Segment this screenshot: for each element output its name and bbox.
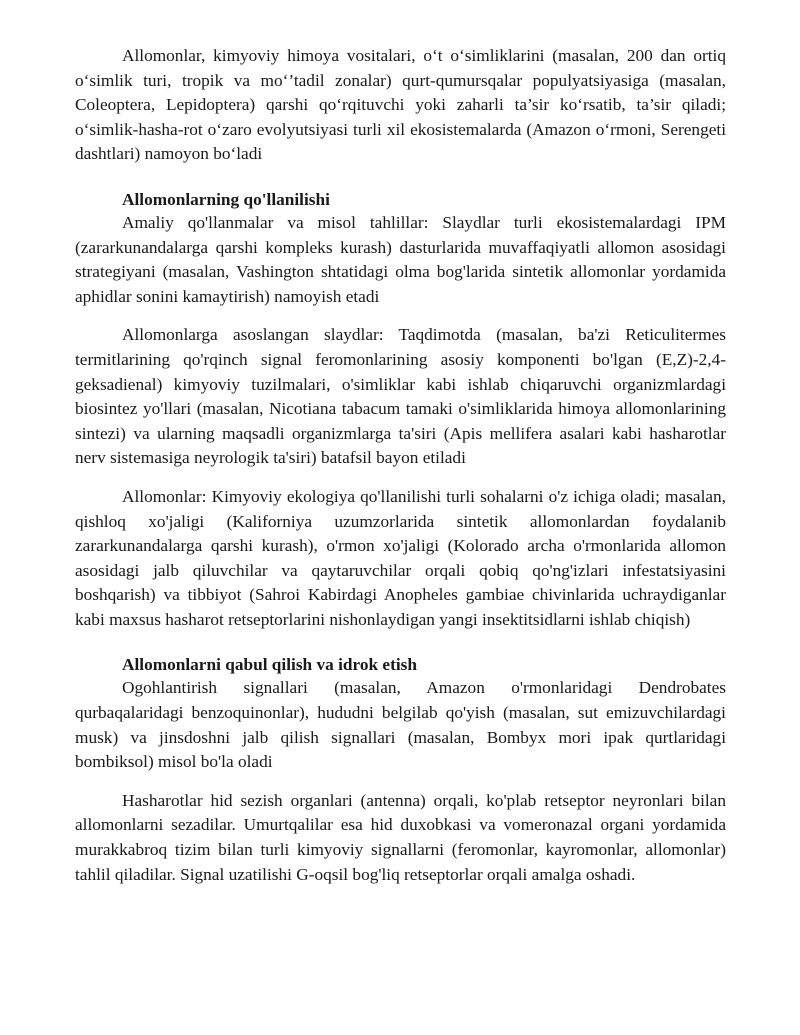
spacer — [75, 632, 726, 653]
heading-allomonlarni-qabul-qilish: Allomonlarni qabul qilish va idrok etish — [122, 655, 417, 675]
spacer — [75, 309, 726, 323]
spacer — [75, 471, 726, 485]
spacer — [75, 167, 726, 188]
paragraph-hasharotlar-hid-sezish: Hasharotlar hid sezish organlari (antenna) orqali, ko'plab retseptor neyronlari bilan allomonlarni sezadilar. Umurtqalilar esa hid duxobkasi va vomeronazal organi yordamida murakkabroq tizim bilan turli kimyoviy signallarni (feromonlar, kayromonlar, allomonlar) tahlil qiladilar. Signal uzatilishi G-oqsil bog'liq retseptorlar orqali amalga oshadi. — [75, 790, 726, 884]
paragraph-ogohlantirish-signallari: Ogohlantirish signallari (masalan, Amazon o'rmonlaridagi Dendrobates qurbaqalaridagi benzoquinonlar), hududni belgilab qo'yish (masalan, sut emizuvchilardagi musk) va jinsdoshni jalb qilish signallari (masalan, Bombyx mori ipak qurtlaridagi bombiksol) misol bo'la oladi — [75, 678, 726, 772]
paragraph-allomonlar-intro: Allomonlar, kimyoviy himoya vositalari, o‘t o‘simliklarini (masalan, 200 dan ortiq o‘simlik turi, tropik va mo‘’tadil zonalar) qurt-qumursqalar populyatsiyasiga (masalan, Coleoptera, Lepidoptera) qarshi qo‘rqituvchi yoki zaharli ta’sir ko‘rsatib, ta’sir qiladi; o‘simlik-hasha-rot o‘zaro evolyutsiyasi turli xil ekosistemalarda (Amazon o‘rmoni, Serengeti dashtlari) namoyon bo‘ladi — [75, 46, 726, 164]
paragraph-allomonlarga-asoslangan-slaydlar: Allomonlarga asoslangan slaydlar: Taqdimotda (masalan, ba'zi Reticulitermes termitlarining qo'rqinch signal feromonlarining asosiy komponenti bo'lgan (E,Z)-2,4-geksadienal) kimyoviy tuzilmalari, o'simliklar kabi ishlab chiqaruvchi organizmlardagi biosintez yo'llari (masalan, Nicotiana tabacum tamaki o'simliklarida himoya allomonlarining sintezi) va ularning maqsadli organizmlarga ta'siri (Apis mellifera asalari kabi hasharotlar nerv sistemasiga neyrologik ta'siri) batafsil bayon etiladi — [75, 325, 726, 468]
paragraph-kimyoviy-ekologiya: Allomonlar: Kimyoviy ekologiya qo'llanilishi turli sohalarni o'z ichiga oladi; masalan, qishloq xo'jaligi (Kaliforniya uzumzorlarida sintetik allomonlardan foydalanib zararkunandalarga qarshi kurash), o'rmon xo'jaligi (Kolorado archa o'rmonlarida allomon asosidagi jalb qiluvchilar va qaytaruvchilar orqali qobiq qo'ng'izlari infestatsiyasini boshqarish) va tibbiyot (Sahroi Kabirdagi Anopheles gambiae chivinlarida uchraydiganlar kabi maxsus hasharot retseptorlarini nishonlaydigan yangi insektitsidlarni ishlab chiqish) — [75, 486, 726, 629]
paragraph-amaliy-qollanmalar: Amaliy qo'llanmalar va misol tahlillar: Slaydlar turli ekosistemalardagi IPM (zararkunandalarga qarshi kompleks kurash) dasturlarida muvaffaqiyatli allomon asosidagi strategiyani (masalan, Vashington shtatidagi olma bog'larida sintetik allomonlar yordamida aphidlar sonini kamaytirish) namoyish etadi — [75, 212, 726, 306]
spacer — [75, 775, 726, 789]
heading-allomonlarning-qollanilishi: Allomonlarning qo'llanilishi — [122, 189, 330, 209]
